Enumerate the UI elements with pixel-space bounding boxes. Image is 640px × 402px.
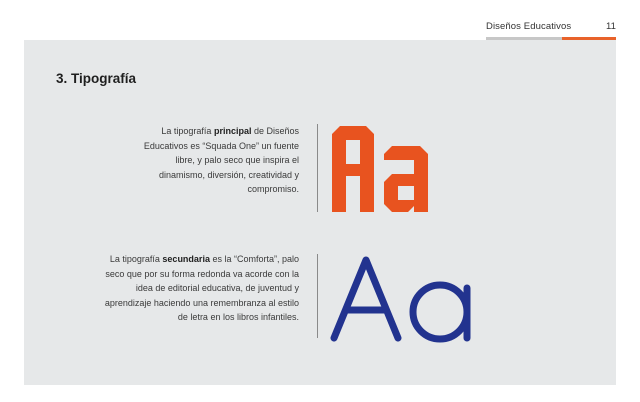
primary-text-after: de Diseños Educativos es “Squada One” un fuente libre, y palo seco que inspira el dinamismo, diversión, creatividad y compromiso. (143, 126, 299, 194)
page-header (0, 0, 640, 40)
page-number: 11 (606, 21, 616, 32)
header-title: Diseños Educativos (486, 21, 572, 32)
secondary-text-before: La tipografía (109, 254, 163, 264)
secondary-sample-letter-a-bowl (413, 285, 467, 339)
secondary-bold: secundaria (162, 254, 210, 264)
primary-sample-letter-a-upper (332, 126, 374, 212)
secondary-text-after: es la “Comforta”, palo seco que por su forma redonda va acorde con la idea de editorial educativa, de juventud y aprendizaje haciendo una remembranza al estilo de letra en los libros infantiles. (104, 254, 299, 322)
secondary-font-description (100, 252, 299, 325)
secondary-sample-letter-a-upper (334, 260, 398, 338)
section-title: 3. Tipografía (56, 71, 137, 86)
primary-bold: principal (213, 126, 252, 136)
primary-font-description (134, 124, 299, 197)
primary-sample-letter-a-lower (384, 146, 428, 212)
divider-secondary (317, 254, 318, 338)
primary-font-sample (330, 124, 440, 212)
divider-primary (317, 124, 318, 212)
content-panel (24, 40, 616, 385)
secondary-font-sample (330, 254, 500, 344)
primary-text-before: La tipografía (161, 126, 214, 136)
